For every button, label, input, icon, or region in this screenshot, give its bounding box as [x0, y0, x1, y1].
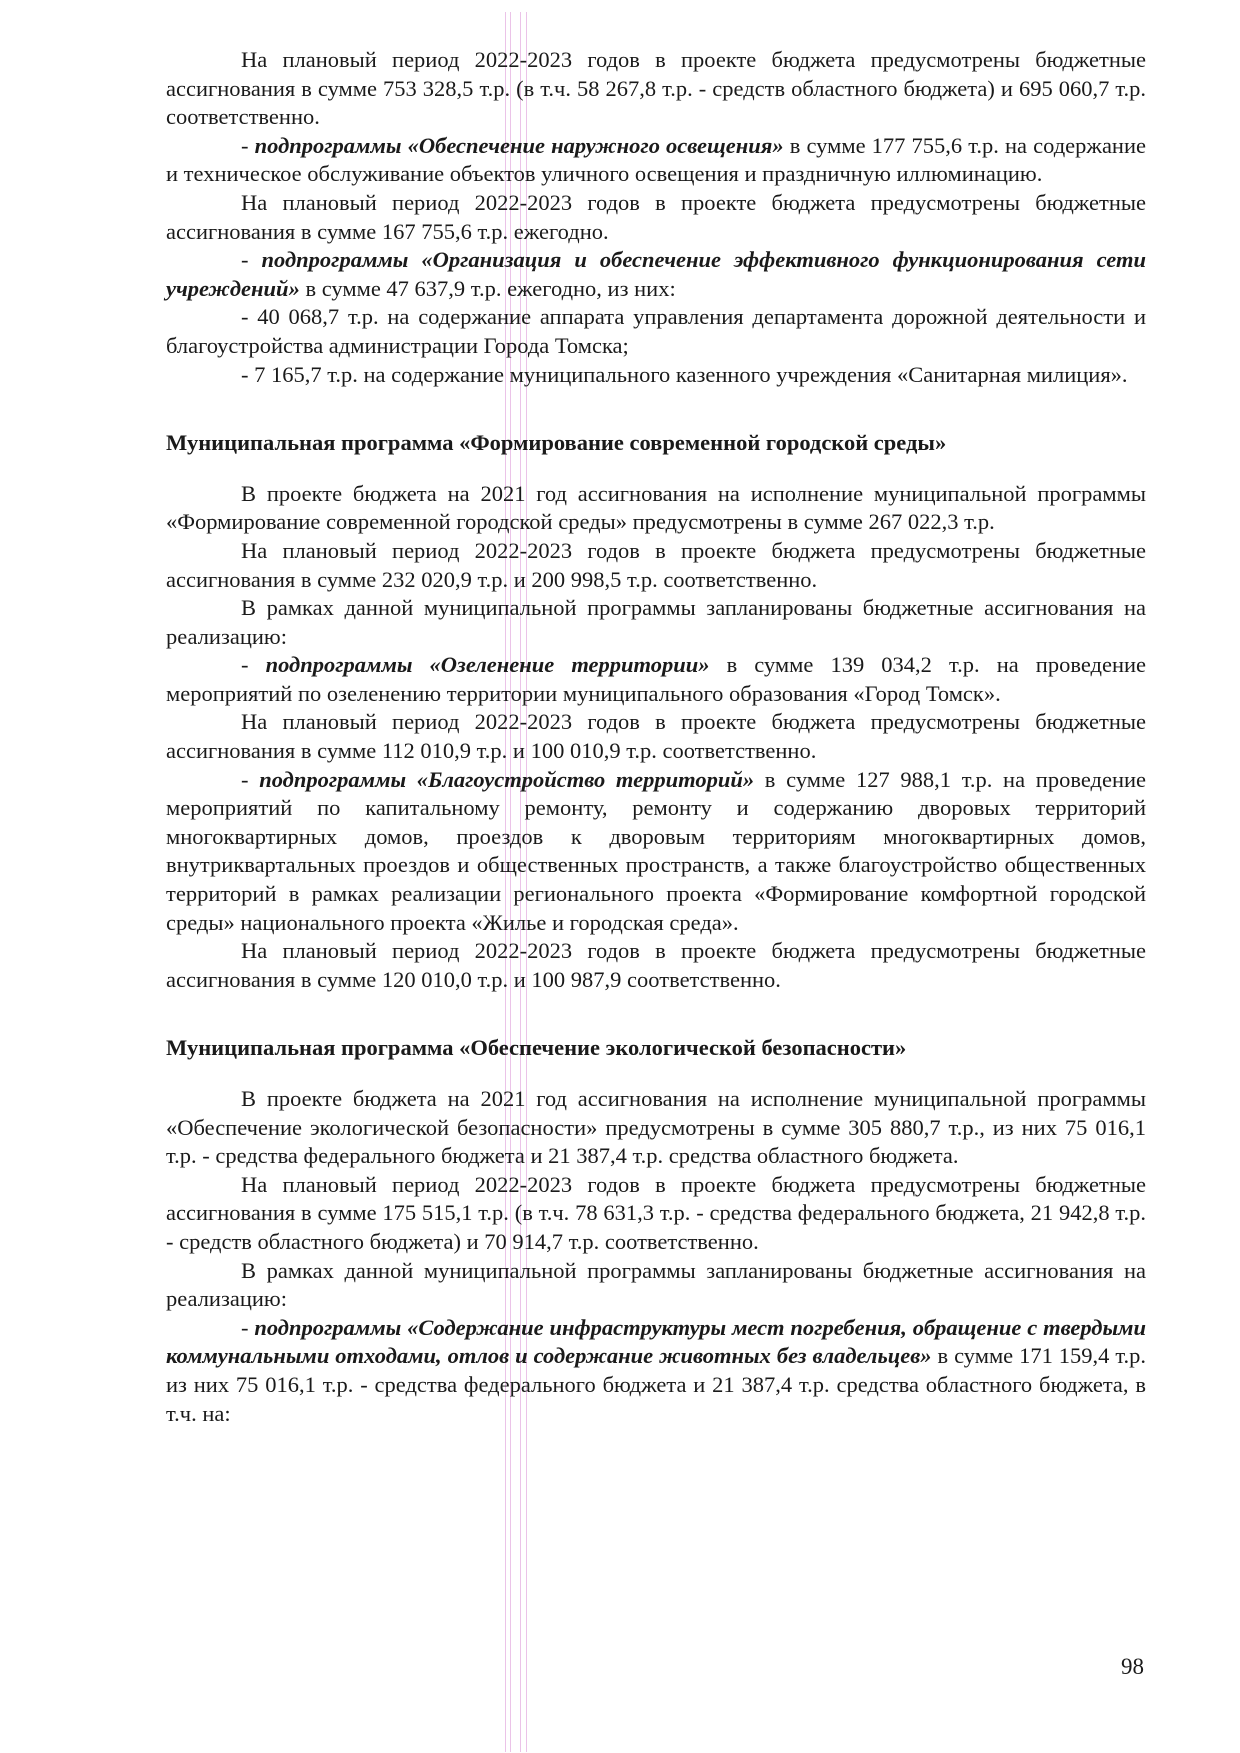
section-heading: Муниципальная программа «Обеспечение экологической безопасности» [166, 1035, 907, 1061]
paragraph-lead: - [241, 132, 255, 158]
paragraph: На плановый период 2022-2023 годов в проекте бюджета предусмотрены бюджетные ассигнования в сумме 112 010,9 т.р. и 100 010,9 т.р. соответственно. [166, 709, 1146, 764]
paragraph [166, 132, 1146, 189]
paragraph: На плановый период 2022-2023 годов в проекте бюджета предусмотрены бюджетные ассигнования в сумме 232 020,9 т.р. и 200 998,5 т.р. соответственно. [166, 537, 1146, 592]
paragraph: В проекте бюджета на 2021 год ассигнования на исполнение муниципальной программы «Обеспечение экологической безопасности» предусмотрены в сумме 305 880,7 т.р., из них 75 016,1 т.р. - средства федерального бюджета и 21 387,4 т.р. средства областного бюджета. [166, 1086, 1146, 1169]
paragraph-text: в сумме 127 988,1 т.р. на проведение мероприятий по капитальному ремонту, ремонту и содержанию дворовых территорий многоквартирных домов, проездов к дворовым территориям многоквартирных домов, внутриквартальных проездов и общественных пространств, а также благоустройство общественных территорий в рамках реализации регионального проекта «Формирование комфортной городской среды» национального проекта «Жилье и городская среда». [166, 766, 1147, 935]
page-number: 98 [1121, 1654, 1144, 1679]
paragraph: На плановый период 2022-2023 годов в проекте бюджета предусмотрены бюджетные ассигнования в сумме 120 010,0 т.р. и 100 987,9 соответственно. [166, 938, 1146, 992]
paragraph-text: в сумме 177 755,6 т.р. на содержание и техническое обслуживание объектов уличного освещения и праздничную иллюминацию. [166, 132, 1146, 187]
paragraph-text: в сумме 47 637,9 т.р. ежегодно, из них: [299, 275, 676, 301]
paragraph-lead: - [241, 1314, 255, 1340]
paragraph-lead: - [241, 247, 262, 273]
paragraph-lead: - [241, 652, 266, 678]
paragraph-lead: - [241, 766, 260, 792]
subprogram-name: подпрограммы «Организация и обеспечение эффективного функционирования сети учреждений» [166, 247, 1146, 301]
paragraph: На плановый период 2022-2023 годов в проекте бюджета предусмотрены бюджетные ассигнования в сумме 175 515,1 т.р. (в т.ч. 78 631,3 т.р. - средства федерального бюджета, 21 942,8 т.р. - средств областного бюджета) и 70 914,7 т.р. соответственно. [166, 1171, 1146, 1254]
paragraph: На плановый период 2022-2023 годов в проекте бюджета предусмотрены бюджетные ассигнования в сумме 753 328,5 т.р. (в т.ч. 58 267,8 т.р. - средств областного бюджета) и 695 060,7 т.р. соответственно. [166, 47, 1146, 130]
paragraph: В проекте бюджета на 2021 год ассигнования на исполнение муниципальной программы «Формирование современной городской среды» предусмотрены в сумме 267 022,3 т.р. [166, 480, 1146, 535]
section-heading: Муниципальная программа «Формирование современной городской среды» [166, 430, 947, 456]
paragraph-text: в сумме 171 159,4 т.р. из них 75 016,1 т.р. - средства федерального бюджета и 21 387,4 т.р. средства областного бюджета, в т.ч. на: [166, 1343, 1147, 1426]
paragraph [166, 651, 1146, 708]
paragraph [166, 766, 1146, 938]
paragraph [166, 1314, 1146, 1428]
paragraph: - 7 165,7 т.р. на содержание муниципального казенного учреждения «Санитарная милиция». [241, 361, 1128, 387]
paragraph: В рамках данной муниципальной программы запланированы бюджетные ассигнования на реализацию: [166, 595, 1146, 649]
subprogram-name: подпрограммы «Озеленение территории» [265, 652, 710, 678]
paragraph [166, 246, 1146, 303]
document-body [166, 46, 1146, 1428]
paragraph: - 40 068,7 т.р. на содержание аппарата управления департамента дорожной деятельности и благоустройства администрации Города Томска; [166, 304, 1146, 358]
subprogram-name: подпрограммы «Благоустройство территорий» [259, 766, 755, 792]
paragraph-text: в сумме 139 034,2 т.р. на проведение мероприятий по озеленению территории муниципального образования «Город Томск». [166, 652, 1147, 706]
subprogram-name: подпрограммы «Обеспечение наружного освещения» [254, 132, 784, 158]
paragraph: В рамках данной муниципальной программы запланированы бюджетные ассигнования на реализацию: [166, 1257, 1146, 1312]
paragraph: На плановый период 2022-2023 годов в проекте бюджета предусмотрены бюджетные ассигнования в сумме 167 755,6 т.р. ежегодно. [166, 189, 1146, 244]
subprogram-name: подпрограммы «Содержание инфраструктуры мест погребения, обращение с твердыми коммунальными отходами, отлов и содержание животных без владельцев» [166, 1314, 1146, 1369]
